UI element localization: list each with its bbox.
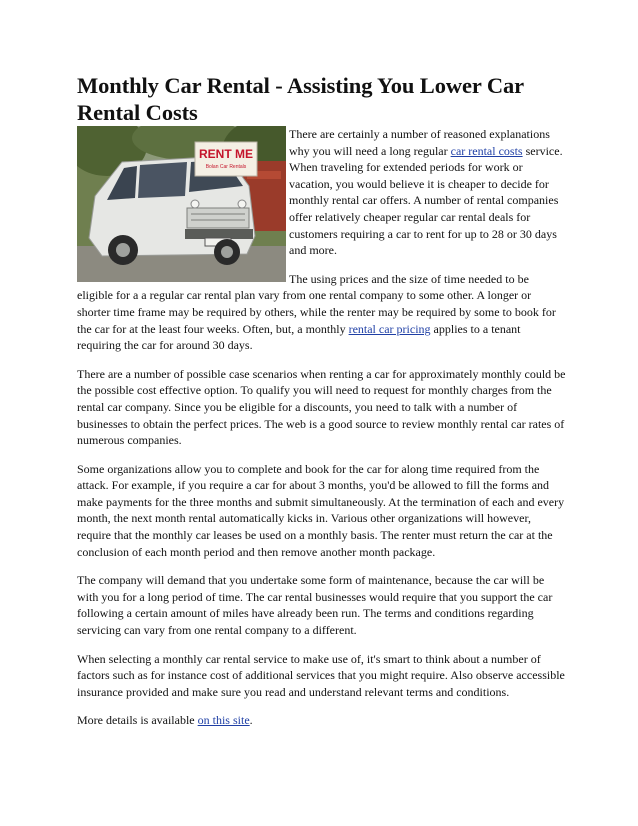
intro-section [77, 126, 567, 354]
page-title: Monthly Car Rental - Assisting You Lower Car Rental Costs [77, 73, 524, 125]
svg-text:Bolan Car Rentals: Bolan Car Rentals [205, 164, 247, 170]
paragraph-1-text-end: service. When traveling for extended periods for work or vacation, you would believe it is cheaper to decide for monthly rental car offers. A number of rental companies offer relatively cheaper regular car rental deals for customers requiring a car to rent for up to 28 or 30 days and more. [289, 143, 563, 258]
document-page [77, 72, 567, 729]
paragraph-5: The company will demand that you undertake some form of maintenance, because the car will be with you for a long period of time. The car rental businesses would require that you support the car following a certain amount of miles have already been run. The terms and conditions regarding servicing can vary from one rental company to a different. [77, 573, 553, 638]
paragraph-1-text: There are certainly a number of reasoned explanations why you will need a long regular [289, 127, 550, 158]
car-photo [77, 126, 286, 282]
paragraph-3: There are a number of possible case scenarios when renting a car for approximately monthly could be the possible cost effective option. To qualify you will need to request for monthly charges from the rental car company. Since you be eligible for a discounts, you need to talk with a number of businesses to obtain the perfect prices. The web is a good source to review monthly rental car rates of numerous companies. [77, 366, 566, 448]
paragraph-7-text-end: . [249, 713, 253, 728]
paragraph-7 [77, 712, 567, 729]
paragraph-2-text-end: applies to a tenant requiring the car for around 30 days. [77, 321, 521, 353]
paragraph-4: Some organizations allow you to complete and book for the car for along time required from the attack. For example, if you require a car for about 3 months, you'd be allowed to fill the forms and make payments for the three months and submit simultaneously. At the termination of each and every month, the next month rental automatically kicks in. Various other organizations will however, require that the monthly car leases be used on a monthly basis. The renter must return the car at the conclusion of each month period and then remove another month package. [77, 461, 565, 559]
on-this-site-link[interactable]: on this site [197, 713, 250, 728]
sign-logo-text: RENT ME [199, 147, 253, 161]
rental-car-pricing-link[interactable]: rental car pricing [348, 321, 431, 336]
paragraph-2 [77, 271, 567, 354]
paragraph-7-text: More details is available [77, 713, 198, 728]
car-rental-costs-link[interactable]: car rental costs [450, 143, 523, 158]
paragraph-6: When selecting a monthly car rental service to make use of, it's smart to think about a number of factors such as for instance cost of additional services that you might require. Also observe accessible insurance provided and make sure you read and understand relevant terms and conditions. [77, 651, 565, 699]
paragraph-2-text: The using prices and the size of time needed to be eligible for a a regular car rental plan vary from one rental company to some other. A longer or shorter time frame may be required by others, while the renter may be required by some to book for the car for at the least four weeks. Often, but, a monthly [77, 271, 556, 336]
